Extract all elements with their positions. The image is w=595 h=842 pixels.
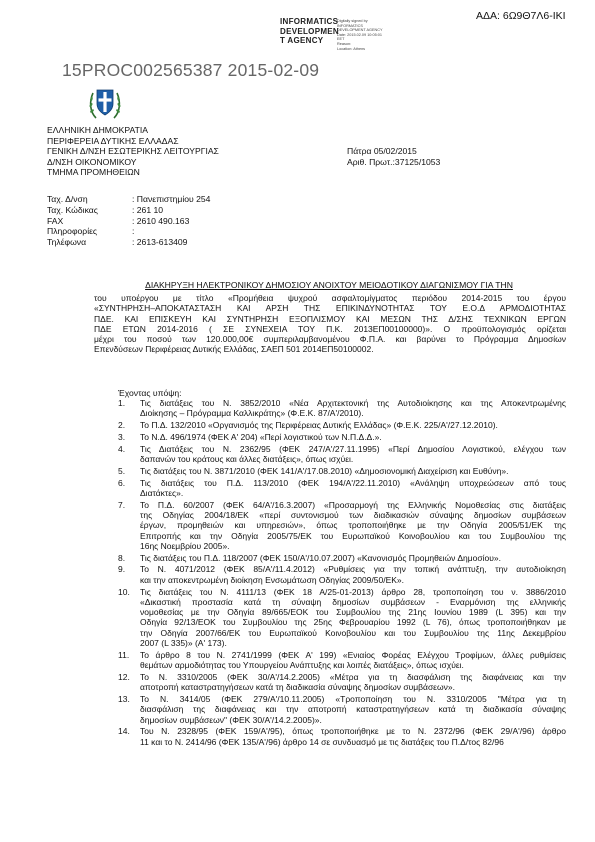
contact-label: Τηλέφωνα: [47, 237, 87, 248]
contact-value: : 2613-613409: [132, 237, 188, 248]
item-text-line: Τις διατάξεις του Π.Δ. 113/2010 (ΦΕΚ 194/Α'/22.11.2010) «Ανάληψη υποχρεώσεων από τους: [140, 477, 566, 488]
stamp-detail-line: Digitally signed by: [337, 19, 368, 23]
item-number: 7.: [118, 499, 126, 510]
item-number: 11.: [118, 649, 130, 660]
stamp-signature-details: [337, 19, 383, 51]
item-number: 10.: [118, 586, 130, 597]
item-text-line: δημοσίων συμβάσεων" (ΦΕΚ 30/Α'/14.2.2005)».: [140, 714, 322, 725]
item-text-line: Το Π.Δ. 132/2010 «Οργανισμός της Περιφέρειας Δυτικής Ελλάδας» (Φ.Ε.Κ. 225/Α'/27.12.2010).: [140, 420, 498, 431]
item-number: 9.: [118, 564, 126, 575]
greek-state-emblem-icon: [88, 84, 122, 122]
legal-reference-item: [118, 432, 566, 442]
item-number: 3.: [118, 431, 126, 442]
notice-title: ΔΙΑΚΗΡΥΞΗ ΗΛΕΚΤΡΟΝΙΚΟΥ ΔΗΜΟΣΙΟΥ ΑΝΟΙΧΤΟΥ ΜΕΙΟΔΟΤΙΚΟΥ ΔΙΑΓΩΝΙΣΜΟΥ ΓΙΑ ΤΗΝ: [145, 280, 513, 290]
stamp-detail-line: DEVELOPMENT AGENCY: [337, 28, 383, 33]
item-text-line: αποτροπή καταστρατηγήσεων κατά τη διαδικασία σύναψης δημοσίων συμβάσεων».: [140, 682, 455, 693]
item-text-line: Οδηγία 92/13/ΕΟΚ του Συμβουλίου της 25ης Φεβρουαρίου 1992 (L 76), όπως τροποποιήθηκαν με: [140, 617, 566, 628]
stamp-detail-line: Location: Athens: [337, 46, 366, 51]
item-text-line: «Δικαστική προστασία κατά τη σύναψη δημοσίων συμβάσεων - Εναρμόνιση της ελληνικής: [140, 596, 566, 607]
item-text-line: Το Ν. 3310/2005 (ΦΕΚ 30/Α'/14.2.2005) «Μέτρα για τη διασφάλιση της διαφάνειας και την: [140, 671, 566, 682]
item-number: 12.: [118, 671, 130, 682]
item-text-line: 11 και το Ν. 2414/96 (ΦΕΚ 135/Α'/96) άρθρο 14 σε συνδυασμό με τις διατάξεις του Π.Δ/τος 82/96: [140, 736, 504, 747]
header-line: ΠΕΡΙΦΕΡΕΙΑ ΔΥΤΙΚΗΣ ΕΛΛΑΔΑΣ: [47, 135, 179, 146]
item-number: 2.: [118, 420, 126, 431]
stamp-name-line: T AGENCY: [280, 36, 324, 45]
header-line: ΕΛΛΗΝΙΚΗ ΔΗΜΟΚΡΑΤΙΑ: [47, 125, 148, 135]
contact-label: Ταχ. Κώδικας: [47, 204, 98, 215]
item-text-line: διασφάλιση της διαφάνειας και την αποτροπή καταστρατηγήσεων κατά τη διαδικασία σύναψης: [140, 704, 566, 715]
item-text-line: την Οδηγία 2007/66/ΕΚ του Ευρωπαϊκού Κοινοβουλίου και του Συμβουλίου της 11ης Δεκεμβρίου: [140, 627, 566, 638]
item-text-line: Διατάκτες».: [140, 487, 184, 498]
item-text-line: νομοθεσίας με την Οδηγία 89/665/ΕΟΚ του Συμβουλίου της 21ης Ιουνίου 1989 (L 395) και την: [140, 607, 566, 618]
item-text-line: έργων, προμηθειών και υπηρεσιών», όπως τροποποιήθηκε με την Οδηγία 2005/51/ΕΚ της: [140, 520, 566, 531]
item-text-line: Επιτροπής και την Οδηγία 2005/75/ΕΚ του Ευρωπαϊκού Κοινοβουλίου και του Συμβουλίου της: [140, 530, 566, 541]
intro-line: «ΣΥΝΤΗΡΗΣΗ–ΑΠΟΚΑΤΑΣΤΑΣΗ ΚΑΙ ΑΡΣΗ ΤΗΣ ΕΠΙΚΙΝΔΥΝΟΤΗΤΑΣ ΤΟΥ Ε.Ο.Δ ΑΡΜΟΔΙΟΤΗΤΑΣ: [94, 303, 566, 314]
date-block: [347, 146, 440, 167]
stamp-name-line: INFORMATICS: [280, 17, 339, 26]
item-text-line: Διοίκησης – Πρόγραμμα Καλλικράτης» (Φ.Ε.Κ. 87/Α'/2010).: [140, 408, 364, 419]
contact-row: [47, 205, 210, 216]
contact-row: [47, 237, 210, 248]
item-text-line: Τις διατάξεις του Ν. 3852/2010 «Νέα Αρχιτεκτονική της Αυτοδιοίκησης και της Αποκεντρωμένης: [140, 398, 566, 408]
header-line: ΓΕΝΙΚΗ Δ/ΝΣΗ ΕΣΩΤΕΡΙΚΗΣ ΛΕΙΤΟΥΡΓΙΑΣ: [47, 146, 219, 157]
item-text-line: Το άρθρο 8 του Ν. 2741/1999 (ΦΕΚ Α' 199) «Ενιαίος Φορέας Ελέγχου Τροφίμων, άλλες ρυθμίσεις: [140, 649, 566, 660]
item-text-line: Του Ν. 2328/95 (ΦΕΚ 159/Α'/95), όπως τροποποιήθηκε με το Ν. 2372/96 (ΦΕΚ 29/Α'/96) άρθρο: [140, 726, 566, 737]
item-text-line: της Οδηγίας 2004/18/ΕΚ «περί συντονισμού των διαδικασιών σύναψης δημοσίων συμβάσεων: [140, 509, 566, 520]
legal-reference-item: [118, 500, 566, 551]
stamp-detail-line: INFORMATICS: [337, 23, 363, 28]
stamp-detail-line: Reason:: [337, 41, 352, 46]
item-number: 8.: [118, 552, 126, 563]
item-text-line: Το Ν. 4071/2012 (ΦΕΚ 85/Α'/11.4.2012) «Ρυθμίσεις για την τοπική ανάπτυξη, την αυτοδιοίκηση: [140, 564, 566, 575]
contact-value: :: [132, 226, 135, 237]
protocol-number: Αριθ. Πρωτ.:37125/1053: [347, 156, 441, 167]
contact-details: [47, 194, 210, 248]
intro-line: Επενδύσεων Περιφέρειας Δυτικής Ελλάδας, ΣΑΕΠ 501 2014ΕΠ50100002.: [94, 344, 374, 355]
protocol-id: 15PROC002565387 2015-02-09: [62, 60, 320, 80]
item-number: 5.: [118, 465, 126, 476]
intro-line: του υποέργου με τίτλο «Προμήθεια ψυχρού ασφαλτομίγματος περιόδου 2014-2015 του έργου: [94, 293, 566, 303]
item-text-line: Τις Διατάξεις του Ν. 2362/95 (ΦΕΚ 247/Α'/27.11.1995) «Περί Δημοσίου Λογιστικού, ελέγχου των: [140, 443, 566, 454]
header-line: Δ/ΝΣΗ ΟΙΚΟΝΟΜΙΚΟΥ: [47, 156, 137, 167]
legal-reference-item: [118, 726, 566, 747]
item-text-line: και την αποκεντρωμένη διοίκηση Ενσωμάτωση Οδηγίας 2009/50/ΕΚ».: [140, 574, 405, 585]
item-text-line: Τις διατάξεις του Ν. 4111/13 (ΦΕΚ 18 Α/25-01-2013) άρθρο 28, τροποποίηση του ν. 3886/2010: [140, 586, 566, 597]
intro-line: ΠΔΕ ΕΤΩΝ 2014-2016 ( ΣΕ ΣΥΝΕΧΕΙΑ ΤΟΥ Π.Κ. 2013ΕΠ00100000)». Ο προϋπολογισμός ορίζεται: [94, 323, 566, 334]
item-number: 4.: [118, 443, 126, 454]
contact-row: [47, 226, 210, 237]
legal-reference-item: [118, 564, 566, 585]
stamp-name-line: DEVELOPMEN: [280, 26, 340, 36]
item-text-line: θεμάτων αρμοδιότητας του Υπουργείου Ανάπτυξης και λοιπές διατάξεις», όπως ισχύει.: [140, 660, 464, 671]
ada-code: ΑΔΑ: 6Ω9Θ7Λ6-ΙΚΙ: [476, 10, 566, 22]
contact-value: : 261 10: [132, 204, 164, 215]
contact-label: FAX: [47, 215, 64, 226]
item-number: 1.: [118, 398, 126, 408]
legal-reference-item: [118, 398, 566, 419]
item-text-line: Τις διατάξεις του Ν. 3871/2010 (ΦΕΚ 141/Α'/17.08.2010) «Δημοσιονομική Διαχείριση και Ευθύνη».: [140, 465, 509, 476]
item-text-line: Το Ν. 3414/05 (ΦΕΚ 279/Α'/10.11.2005) «Τροποποίηση του Ν. 3310/2005 "Μέτρα για τη: [140, 694, 566, 705]
legal-reference-item: [118, 650, 566, 671]
legal-references-list: [118, 398, 566, 749]
place-date: Πάτρα 05/02/2015: [347, 146, 417, 156]
stamp-detail-line: Date: 2015.02.09 10:05:01: [337, 32, 382, 37]
item-text-line: Τις διατάξεις του Π.Δ. 118/2007 (ΦΕΚ 150/Α'/10.07.2007) «Κανονισμός Προμηθειών Δημοσίου».: [140, 552, 501, 563]
legal-reference-item: [118, 672, 566, 693]
stamp-detail-line: EET: [337, 37, 345, 42]
legal-reference-item: [118, 466, 566, 476]
legal-reference-item: [118, 420, 566, 430]
item-number: 13.: [118, 694, 130, 705]
digital-signature-stamp: [280, 17, 410, 61]
item-text-line: 16ης Νοεμβρίου 2005».: [140, 540, 230, 551]
contact-row: [47, 216, 210, 227]
item-number: 14.: [118, 726, 130, 737]
contact-row: [47, 194, 210, 205]
issuer-header: [47, 125, 219, 178]
legal-reference-item: [118, 587, 566, 649]
notice-intro: [94, 293, 566, 355]
legal-reference-item: [118, 553, 566, 563]
item-number: 6.: [118, 477, 126, 488]
contact-label: Πληροφορίες: [47, 226, 98, 237]
intro-line: μέχρι του ποσού των 120.000,00€ συμπεριλαμβανομένου Φ.Π.Α. και βαρύνει το Πρόγραμμα Δημοσίων: [94, 334, 566, 345]
item-text-line: 2007 (L 335)» (Α' 173).: [140, 638, 227, 649]
item-text-line: Το Π.Δ. 60/2007 (ΦΕΚ 64/Α'/16.3.2007) «Προσαρμογή της Ελληνικής Νομοθεσίας στις διατάξεις: [140, 499, 566, 510]
legal-reference-item: [118, 478, 566, 499]
legal-reference-item: [118, 694, 566, 725]
legal-reference-item: [118, 444, 566, 465]
contact-label: Ταχ. Δ/νση: [47, 194, 88, 204]
intro-line: ΠΔΕ. ΚΑΙ ΕΠΙΣΚΕΥΗ ΚΑΙ ΣΥΝΤΗΡΗΣΗ ΕΞΟΠΛΙΣΜΟΥ ΚΑΙ ΜΕΣΩΝ ΤΗΣ Δ/ΣΗΣ ΤΕΧΝΙΚΩΝ ΕΡΓΩΝ: [94, 313, 566, 324]
contact-value: : 2610 490.163: [132, 215, 190, 226]
item-text-line: Το Ν.Δ. 496/1974 (ΦΕΚ Α' 204) «Περί λογιστικού των Ν.Π.Δ.Δ.».: [140, 431, 382, 442]
header-line: ΤΜΗΜΑ ΠΡΟΜΗΘΕΙΩΝ: [47, 167, 140, 178]
contact-value: : Πανεπιστημίου 254: [132, 194, 211, 204]
item-text-line: δαπανών του κράτους και άλλες διατάξεις», όπως ισχύει.: [140, 453, 354, 464]
having-regard-heading: Έχοντας υπόψη:: [118, 388, 182, 398]
